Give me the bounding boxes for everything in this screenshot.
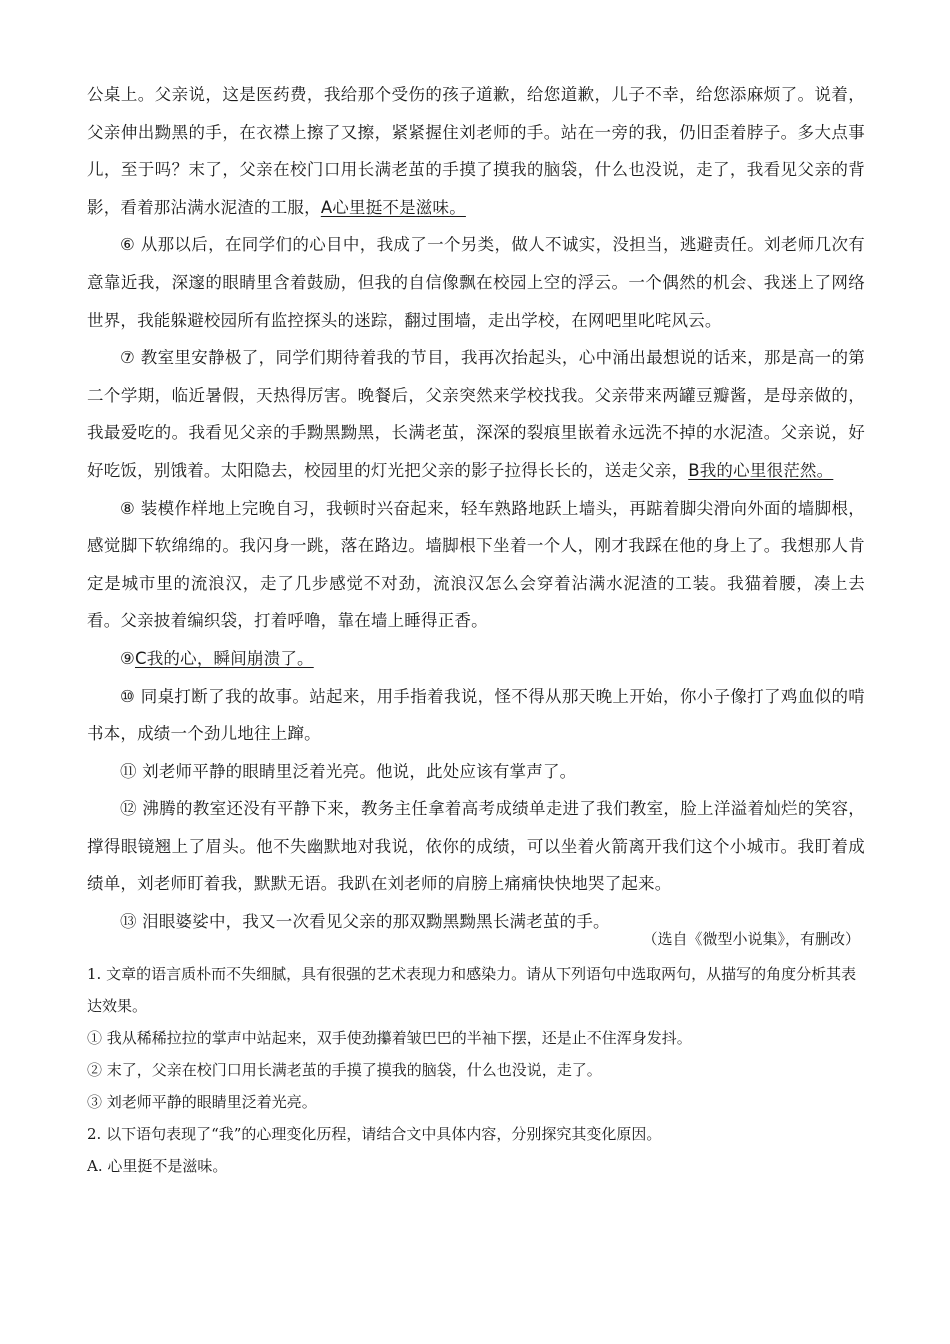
paragraph-6: ⑥ 从那以后，在同学们的心目中，我成了一个另类，做人不诚实，没担当，逃避责任。刘老师几次有意靠近我，深邃的眼睛里含着鼓励，但我的自信像飘在校园上空的浮云。一个偶然的机会、我迷上了网络世界，我能躲避校园所有监控探头的迷踪，翻过围墙，走出学校，在网吧里叱咤风云。	[87, 235, 865, 330]
underlined-sentence-a: A心里挺不是滋味。	[320, 197, 466, 217]
paragraph-8: ⑧ 装模作样地上完晚自习，我顿时兴奋起来，轻车熟路地跃上墙头，再踮着脚尖滑向外面的墙脚根，感觉脚下软绵绵的。我闪身一跳，落在路边。墙脚根下坐着一个人，刚才我踩在他的身上了。我想那人肯定是城市里的流浪汉，走了几步感觉不对劲，流浪汉怎么会穿着沾满水泥渣的工装。我猫着腰，凑上去看。父亲披着编织袋，打着呼噜，靠在墙上睡得正香。	[87, 498, 865, 631]
question-1-sentence-1: ① 我从稀稀拉拉的掌声中站起来，双手使劲攥着皱巴巴的半袖下摆，还是止不住浑身发抖。	[87, 1029, 692, 1047]
underlined-sentence-b: B我的心里很茫然。	[688, 460, 834, 480]
question-1: 1. 文章的语言质朴而不失细腻，具有很强的艺术表现力和感染力。请从下列语句中选取两句，从描写的角度分析其表达效果。	[87, 965, 857, 1015]
paragraph-7	[87, 339, 865, 489]
question-1-sentence-2: ② 末了，父亲在校门口用长满老茧的手摸了摸我的脑袋，什么也没说，走了。	[87, 1061, 602, 1079]
question-2: 2. 以下语句表现了“我”的心理变化历程，请结合文中具体内容，分别探究其变化原因。	[87, 1125, 662, 1143]
paragraph-9-number: ⑨	[120, 648, 135, 668]
paragraph-11: ⑪ 刘老师平静的眼睛里泛着光亮。他说，此处应该有掌声了。	[120, 761, 577, 781]
paragraph-5-text: 公桌上。父亲说，这是医药费，我给那个受伤的孩子道歉，给您道歉，儿子不幸，给您添麻烦了。说着，父亲伸出黝黑的手，在衣襟上擦了又擦，紧紧握住刘老师的手。站在一旁的我，仍旧歪着脖子。多大点事儿，至于吗？末了，父亲在校门口用长满老茧的手摸了摸我的脑袋，什么也没说，走了，我看见父亲的背影，看着那沾满水泥渣的工服，	[87, 85, 865, 217]
paragraph-7-text: ⑦ 教室里安静极了，同学们期待着我的节目，我再次抬起头，心中涌出最想说的话来，那是高一的第二个学期，临近暑假，天热得厉害。晚餐后，父亲突然来学校找我。父亲带来两罐豆瓣酱，是母亲做的，我最爱吃的。我看见父亲的手黝黑黝黑，长满老茧，深深的裂痕里嵌着永远洗不掉的水泥渣。父亲说，好好吃饭，别饿着。太阳隐去，校园里的灯光把父亲的影子拉得长长的，送走父亲，	[87, 348, 865, 480]
paragraph-9	[87, 640, 865, 678]
questions-section	[87, 958, 865, 1182]
question-2-option-a: A. 心里挺不是滋味。	[87, 1157, 228, 1175]
question-1-sentence-3: ③ 刘老师平静的眼睛里泛着光亮。	[87, 1093, 317, 1111]
paragraph-5	[87, 76, 865, 226]
paragraph-13: ⑬ 泪眼婆娑中，我又一次看见父亲的那双黝黑黝黑长满老茧的手。	[120, 912, 610, 932]
paragraph-12: ⑫ 沸腾的教室还没有平静下来，教务主任拿着高考成绩单走进了我们教室，脸上洋溢着灿烂的笑容，撑得眼镜翘上了眉头。他不失幽默地对我说，依你的成绩，可以坐着火箭离开我们这个小城市。我盯着成绩单，刘老师盯着我，默默无语。我趴在刘老师的肩膀上痛痛快快地哭了起来。	[87, 799, 865, 894]
paragraph-10: ⑩ 同桌打断了我的故事。站起来，用手指着我说，怪不得从那天晚上开始，你小子像打了鸡血似的啃书本，成绩一个劲儿地往上蹿。	[87, 686, 865, 744]
story-text	[87, 76, 865, 941]
underlined-sentence-c: C我的心，瞬间崩溃了。	[135, 648, 314, 668]
source-citation: （选自《微型小说集》，有删改）	[642, 930, 860, 948]
